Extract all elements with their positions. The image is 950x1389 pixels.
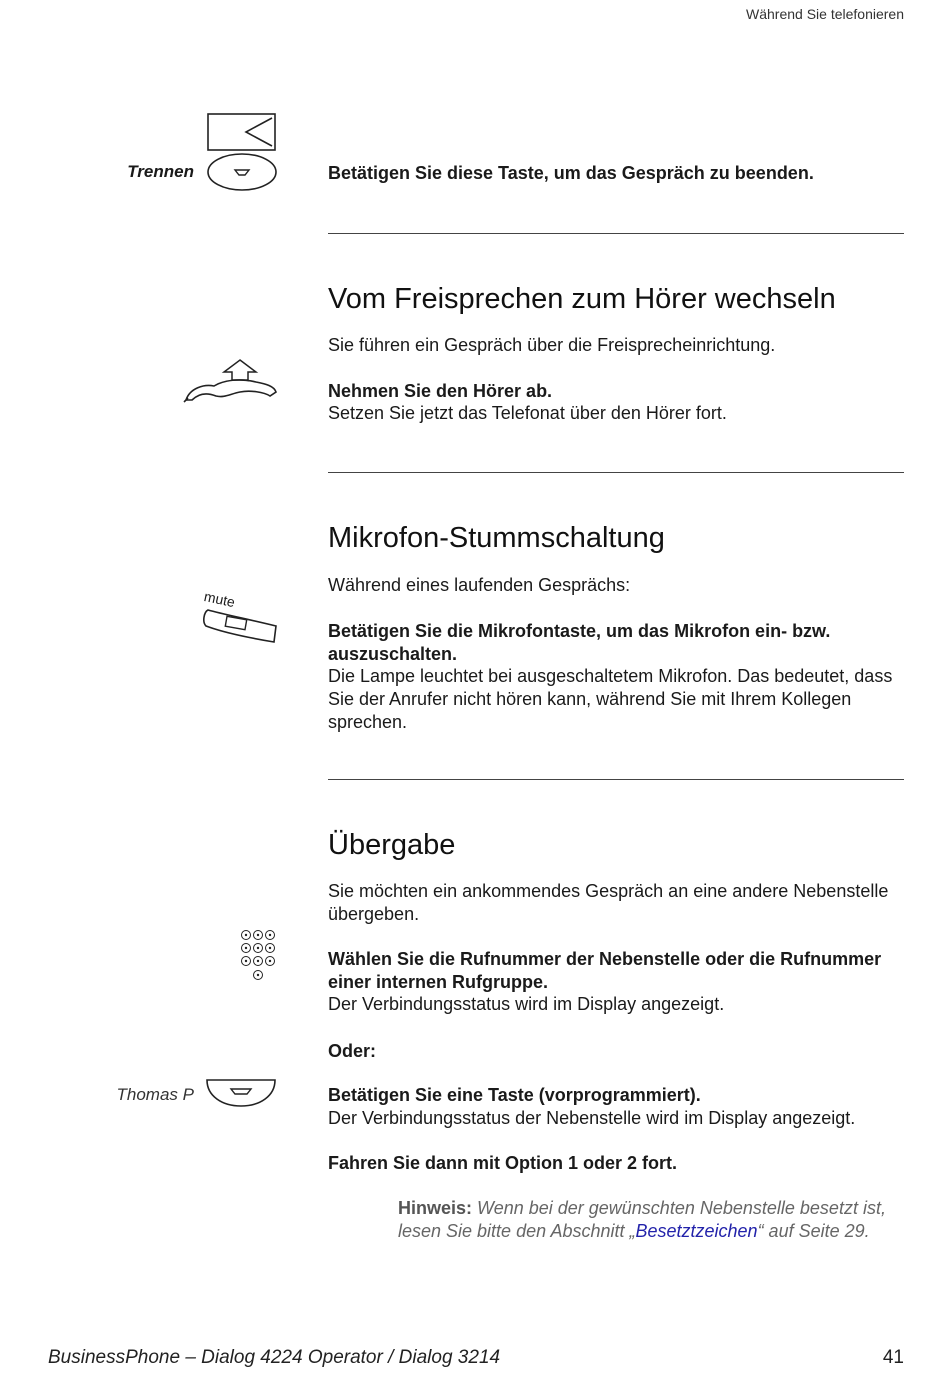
uebergabe-heading: Übergabe — [328, 829, 456, 861]
mikrofon-detail: Die Lampe leuchtet bei ausgeschaltetem Mikrofon. Das bedeutet, dass Sie der Anrufer nicht hören kann, während Sie mit Ihrem Kollegen sprechen. — [328, 666, 893, 732]
uebergabe-detail-dial: Der Verbindungsstatus wird im Display angezeigt. — [328, 994, 725, 1014]
hint-label: Hinweis: — [398, 1198, 473, 1218]
handset-lift-icon — [180, 358, 280, 404]
trennen-instruction: Betätigen Sie diese Taste, um das Gespräch zu beenden. — [328, 163, 814, 183]
running-header: Während Sie telefonieren — [746, 6, 904, 22]
besetztzeichen-link[interactable]: Besetztzeichen — [635, 1221, 758, 1241]
uebergabe-intro: Sie möchten ein ankommendes Gespräch an eine andere Nebenstelle übergeben. — [328, 881, 889, 924]
keypad-icon — [240, 929, 280, 985]
mikrofon-instruction: Betätigen Sie die Mikrofontaste, um das Mikrofon ein- bzw. auszuschalten. — [328, 621, 831, 664]
mikrofon-heading: Mikrofon-Stummschaltung — [328, 522, 665, 554]
display-key-icon — [206, 112, 278, 192]
footer-title: BusinessPhone – Dialog 4224 Operator / Dialog 3214 — [48, 1347, 501, 1368]
freisprechen-heading: Vom Freisprechen zum Hörer wechseln — [328, 283, 836, 315]
mikrofon-intro: Während eines laufenden Gesprächs: — [328, 575, 631, 595]
uebergabe-oder: Oder: — [328, 1041, 377, 1061]
section-divider — [328, 472, 904, 473]
programmed-key-icon — [204, 1076, 280, 1110]
hint-text-before: Wenn bei der gewünschten Nebenstelle besetzt ist, lesen Sie bitte den Abschnitt „ — [398, 1198, 886, 1241]
hint-note — [398, 1197, 904, 1243]
mute-key-label: mute — [202, 588, 237, 611]
freisprechen-instruction: Nehmen Sie den Hörer ab. — [328, 381, 553, 401]
section-divider — [328, 779, 904, 780]
section-divider — [328, 233, 904, 234]
freisprechen-intro: Sie führen ein Gespräch über die Freisprecheinrichtung. — [328, 335, 776, 355]
uebergabe-instruction-key: Betätigen Sie eine Taste (vorprogrammiert). — [328, 1085, 701, 1105]
programmed-key-label: Thomas P — [116, 1085, 194, 1104]
trennen-key-label: Trennen — [127, 162, 194, 181]
uebergabe-instruction-dial: Wählen Sie die Rufnummer der Nebenstelle oder die Rufnummer einer internen Rufgruppe. — [328, 949, 882, 992]
uebergabe-detail-key: Der Verbindungsstatus der Nebenstelle wird im Display angezeigt. — [328, 1108, 856, 1128]
uebergabe-continue: Fahren Sie dann mit Option 1 oder 2 fort. — [328, 1153, 678, 1173]
mute-key-icon — [202, 604, 282, 646]
hint-text-after: “ auf Seite 29. — [757, 1221, 870, 1241]
freisprechen-detail: Setzen Sie jetzt das Telefonat über den Hörer fort. — [328, 403, 727, 423]
page-number: 41 — [882, 1347, 904, 1368]
